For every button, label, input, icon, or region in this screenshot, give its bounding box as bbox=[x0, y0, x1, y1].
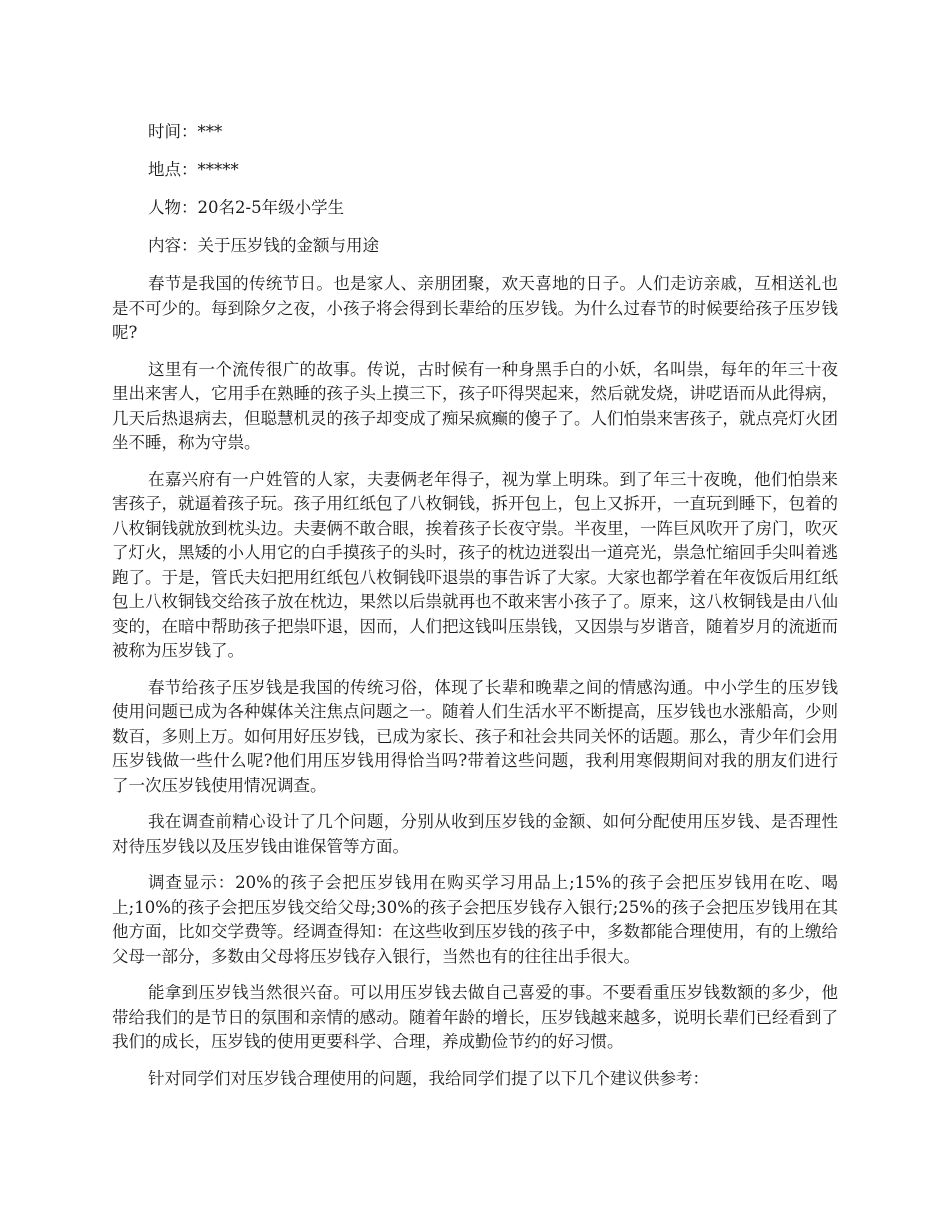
paragraph-story: 在嘉兴府有一户姓管的人家，夫妻俩老年得子，视为掌上明珠。到了年三十夜晚，他们怕祟来害孩子，就逼着孩子玩。孩子用红纸包了八枚铜钱，拆开包上，包上又拆开，一直玩到睡下，包着的八枚铜钱就放到枕头边。夫妻俩不敢合眼，挨着孩子长夜守祟。半夜里，一阵巨风吹开了房门，吹灭了灯火，黑矮的小人用它的白手摸孩子的头时，孩子的枕边迸裂出一道亮光，祟急忙缩回手尖叫着逃跑了。于是，管氏夫妇把用红纸包八枚铜钱吓退祟的事告诉了大家。大家也都学着在年夜饭后用红纸包上八枚铜钱交给孩子放在枕边，果然以后祟就再也不敢来害小孩子了。原来，这八枚铜钱是由八仙变的，在暗中帮助孩子把祟吓退，因而，人们把这钱叫压祟钱，又因祟与岁谐音，随着岁月的流逝而被称为压岁钱了。 bbox=[112, 469, 838, 660]
document-page bbox=[112, 120, 838, 1103]
paragraph-results: 调查显示：20%的孩子会把压岁钱用在购买学习用品上;15%的孩子会把压岁钱用在吃、喝上;10%的孩子会把压岁钱交给父母;30%的孩子会把压岁钱存入银行;25%的孩子会把压岁钱用在其他方面，比如交学费等。经调查得知：在这些收到压岁钱的孩子中，多数都能合理使用，有的上缴给父母一部分，多数由父母将压岁钱存入银行，当然也有的往往出手很大。 bbox=[112, 873, 838, 966]
paragraph-reflection: 能拿到压岁钱当然很兴奋。可以用压岁钱去做自己喜爱的事。不要看重压岁钱数额的多少，他带给我们的是节日的氛围和亲情的感动。随着年龄的增长，压岁钱越来越多，说明长辈们已经看到了我们的成长，压岁钱的使用更要科学、合理，养成勤俭节约的好习惯。 bbox=[112, 983, 838, 1051]
paragraph-method: 我在调查前精心设计了几个问题，分别从收到压岁钱的金额、如何分配使用压岁钱、是否理性对待压岁钱以及压岁钱由谁保管等方面。 bbox=[112, 812, 838, 856]
paragraph-suggestions: 针对同学们对压岁钱合理使用的问题，我给同学们提了以下几个建议供参考： bbox=[148, 1068, 709, 1088]
meta-people: 人物：20名2-5年级小学生 bbox=[148, 198, 345, 217]
meta-place: 地点：***** bbox=[148, 160, 239, 179]
meta-content: 内容：关于压岁钱的金额与用途 bbox=[148, 236, 379, 255]
meta-time: 时间：*** bbox=[148, 122, 223, 141]
paragraph-intro: 春节是我国的传统节日。也是家人、亲朋团聚，欢天喜地的日子。人们走访亲戚，互相送礼也是不可少的。每到除夕之夜，小孩子将会得到长辈给的压岁钱。为什么过春节的时候要给孩子压岁钱呢? bbox=[112, 274, 838, 342]
paragraph-custom: 春节给孩子压岁钱是我国的传统习俗，体现了长辈和晚辈之间的情感沟通。中小学生的压岁钱使用问题已成为各种媒体关注焦点问题之一。随着人们生活水平不断提高，压岁钱也水涨船高，少则数百，多则上万。如何用好压岁钱，已成为家长、孩子和社会共同关怀的话题。那么，青少年们会用压岁钱做一些什么呢?他们用压岁钱用得恰当吗?带着这些问题，我利用寒假期间对我的朋友们进行了一次压岁钱使用情况调查。 bbox=[112, 677, 838, 795]
paragraph-legend: 这里有一个流传很广的故事。传说，古时候有一种身黑手白的小妖，名叫祟，每年的年三十夜里出来害人，它用手在熟睡的孩子头上摸三下，孩子吓得哭起来，然后就发烧，讲呓语而从此得病，几天后热退病去，但聪慧机灵的孩子却变成了痴呆疯癫的傻子了。人们怕祟来害孩子，就点亮灯火团坐不睡，称为守祟。 bbox=[112, 359, 838, 452]
